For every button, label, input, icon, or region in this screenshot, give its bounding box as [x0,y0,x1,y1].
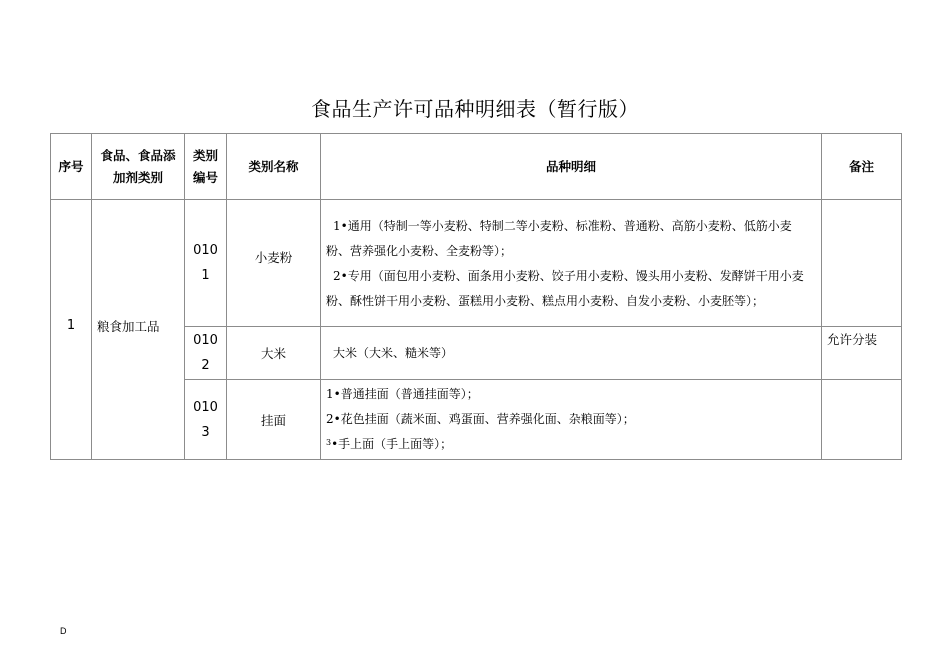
category-code-line1: 010 [193,333,218,348]
header-seq: 序号 [51,134,92,200]
footer-mark: D [60,626,67,636]
detail-item-number: 3 [326,438,332,447]
header-name: 类别名称 [227,134,321,200]
header-code [185,134,227,200]
detail-item-text: •手上面（手上面等）； [331,437,453,451]
detail-item: 2•花色挂面（蔬米面、鸡蛋面、营养强化面、杂粮面等）； [326,412,635,426]
category-code [185,200,227,327]
category-code [185,327,227,380]
header-note: 备注 [822,134,902,200]
category-code [185,380,227,460]
table-header-row [51,134,902,200]
header-category-line1: 食品、食品添 [100,147,176,163]
header-code-line1: 类别 [192,147,218,163]
page-title: 食品生产许可品种明细表（暂行版） [311,97,639,121]
note-cell [822,327,902,380]
category-name: 挂面 [227,380,321,460]
category-name: 小麦粉 [227,200,321,327]
detail-item: 大米（大米、糙米等） [333,345,454,360]
header-detail: 品种明细 [321,134,822,200]
variety-detail [321,200,822,327]
note-cell [822,200,902,327]
category-code-line1: 010 [193,399,218,415]
category-code-line2: 1 [201,268,210,283]
category-code-line2: 2 [201,358,210,373]
variety-detail [321,380,822,460]
table-row [51,200,902,327]
header-code-line2: 编号 [192,169,218,185]
detail-item [326,432,813,457]
header-category [92,134,185,200]
note-text: 允许分装 [827,332,878,347]
category-name: 大米 [227,327,321,380]
detail-item: 1•普通挂面（普通挂面等）； [326,387,479,401]
detail-item: 1•通用（特制一等小麦粉、特制二等小麦粉、标准粉、普通粉、高筋小麦粉、低筋小麦粉、营养强化小麦粉、全麦粉等）； [326,218,792,258]
group-seq: 1 [51,200,92,460]
category-code-line2: 3 [201,424,210,440]
variety-detail [321,327,822,380]
detail-item: 2•专用（面包用小麦粉、面条用小麦粉、饺子用小麦粉、馒头用小麦粉、发酵饼干用小麦粉、酥性饼干用小麦粉、蛋糕用小麦粉、糕点用小麦粉、自发小麦粉、小麦胚等）； [326,268,804,308]
variety-detail-table [50,133,902,460]
note-cell [822,380,902,460]
header-category-line2: 加剂类别 [112,169,163,185]
group-category: 粮食加工品 [92,200,185,460]
category-code-line1: 010 [193,243,218,258]
